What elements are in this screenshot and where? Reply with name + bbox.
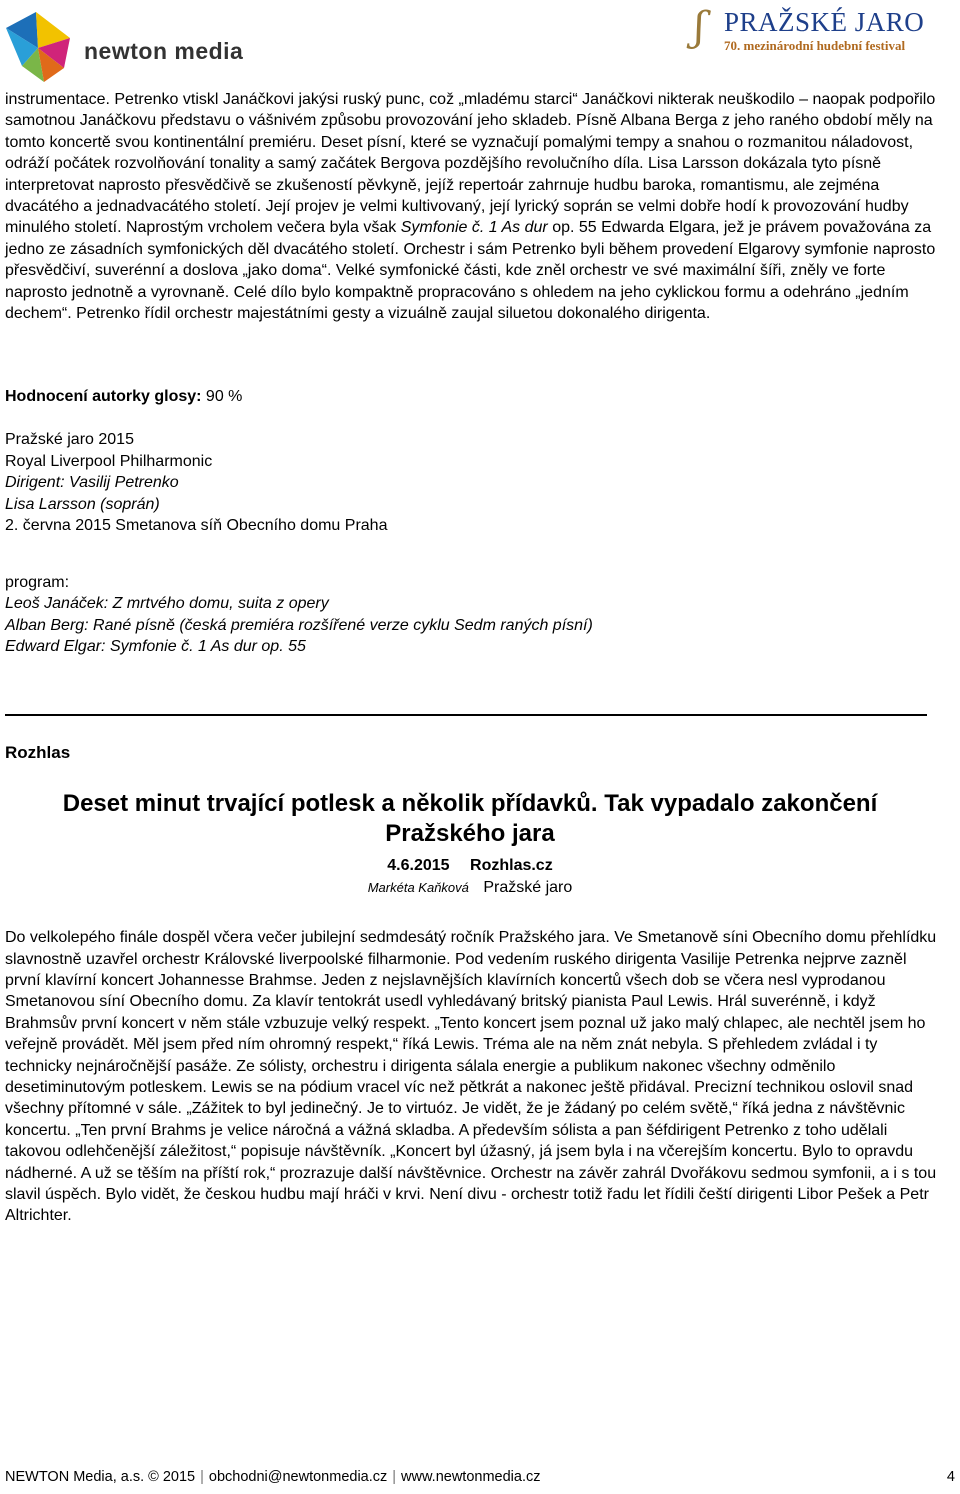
prazske-jaro-subtitle: 70. mezinárodní hudební festival	[724, 38, 906, 53]
concert-info	[5, 429, 955, 537]
article-source: Rozhlas.cz	[470, 857, 553, 875]
section-divider	[5, 714, 927, 716]
footer-web-link[interactable]: www.newtonmedia.cz	[401, 1469, 541, 1485]
article-dateline	[5, 857, 955, 875]
newton-media-logo	[4, 8, 244, 88]
document-content	[5, 89, 955, 1227]
article-headline: Deset minut trvající potlesk a několik přídavků. Tak vypadalo zakončení Pražského jara	[62, 790, 878, 848]
info-line: Royal Liverpool Philharmonic	[5, 452, 213, 470]
page-header	[0, 0, 960, 86]
rating-line	[5, 386, 955, 407]
rating-value: 90 %	[205, 388, 243, 406]
article-tag: Pražské jaro	[483, 879, 573, 897]
article-byline	[5, 879, 955, 897]
text-run-italic: Symfonie č. 1 As dur	[400, 219, 548, 237]
article-author: Markéta Kaňková	[367, 880, 469, 896]
info-line: Dirigent: Vasilij Petrenko	[5, 474, 179, 492]
page-number: 4	[946, 1469, 955, 1485]
section-title: Rozhlas	[5, 742, 71, 762]
prazske-jaro-title: PRAŽSKÉ JARO	[724, 7, 925, 37]
newton-media-wordmark: newton media	[84, 38, 244, 64]
program-item: Alban Berg: Rané písně (česká premiéra rozšířené verze cyklu Sedm raných písní)	[5, 616, 593, 634]
footer-company: NEWTON Media, a.s. © 2015	[5, 1469, 196, 1485]
footer-separator: |	[200, 1469, 204, 1485]
info-line: Lisa Larsson (soprán)	[5, 495, 160, 513]
program-label: program:	[5, 573, 70, 591]
program-item: Leoš Janáček: Z mrtvého domu, suita z opery	[5, 595, 329, 613]
text-run: instrumentace. Petrenko vtiskl Janáčkovi jakýsi ruský punc, což „mladému starci“ Janáčkovi nikterak neuškodilo – naopak podpořilo samotnou Janáčkovu představu o vášnivém způsobu provozování jeho skladeb. Písně Albana Berga z jeho raného období měly na tomto koncertě svou kontinentální premiéru. Deset písní, které se vyznačují pomalými tempy a snahou o rozmanitou náladovost, odráží počátek rozvolňování tonality a samý začátek Bergova pozdějšího revolučního díla. Lisa Larsson dokázala tyto písně interpretovat naprosto přesvědčivě se zkušeností pěvkyně, jejíž repertoár zahrnuje hudbu baroka, romantismu, ale zejména dvacátého a jednadvacátého století. Její projev je velmi kultivovaný, její lyrický soprán se velmi dobře hodí k provozování hudby minulého století. Naprostým vrcholem večera byla však	[5, 91, 936, 237]
footer-separator: |	[392, 1469, 397, 1485]
festival-f-icon: ʃ	[694, 4, 705, 50]
page-footer	[5, 1469, 955, 1485]
review-paragraph	[5, 89, 945, 324]
text-run: op. 55 Edwarda Elgara, jež je právem považována za jedno ze zásadních symfonických děl dvacátého století. Orchestr i sám Petrenko byli během provedení Elgarovy symfonie naprosto přesvědčiví, suverénní a doslova „jako doma“. Velké symfonické části, kde zněl orchestr ve své maximální šíři, zněly ve forte naprosto jednotně a vyrovnaně. Celé dílo bylo kompaktně propracováno s ohledem na jeho cyklickou formu a odehráno „jedním dechem“. Petrenko řídil orchestr majestátními gesty a vizuálně zaujal siluetou dokonalého dirigenta.	[5, 219, 936, 323]
program-list	[5, 572, 955, 658]
info-line: Pražské jaro 2015	[5, 431, 134, 449]
program-item: Edward Elgar: Symfonie č. 1 As dur op. 55	[5, 638, 306, 656]
article-date: 4.6.2015	[387, 857, 450, 875]
article-body: Do velkolepého finále dospěl včera večer jubilejní sedmdesátý ročník Pražského jara. Ve Smetanově síni Obecního domu přehlídku slavnostně uzavřel orchestr Královské liverpoolské filharmonie. Pod vedením ruského dirigenta Vasilije Petrenka nejprve zazněl první klavírní koncert Johannesse Brahmse. Jeden z nejslavnějších klavírních koncertů všech dob se včera nesl vyprodanou Smetanovou síní Obecního domu. Za klavír tentokrát usedl vyhledávaný britský pianista Paul Lewis. Hrál suverénně, i když Brahmsův první koncert v něm stále vzbuzuje velký respekt. „Tento koncert jsem poznal už jako malý chlapec, ale nechtěl jsem ho veřejně provádět. Měl jsem před ním ohromný respekt,“ říká Lewis. Tréma ale na něm znát nebyla. S přehledem zvládal i ty technicky nejnáročnější pasáže. Ze sólisty, orchestru i dirigenta sálala energie a publikum nakonec všechny odměnilo desetiminutovým potleskem. Lewis se na pódium vracel víc než pětkrát a nakonec ještě přidával. Precizní technikou oslovil snad všechny přítomné v sále. „Zážitek to byl jedinečný. Je to virtuóz. Je vidět, že je žádaný po celém světě,“ říká jedna z návštěvnic koncertu. „Ten první Brahms je velice náročná a vážná skladba. A především sólista a pan šéfdirigent Petrenko z toho udělali takovou odlehčenější záležitost,“ popisuje návštěvník. „Koncert byl úžasný, já jsem byla i na včerejším koncertu. Bylo to opravdu nádherné. A už se těším na příští rok,“ prozrazuje další návštěvnice. Orchestr na závěr zahrál Dvořákovu sedmou symfonii, a i s tou slavil úspěch. Bylo vidět, že českou hudbu mají hráči v krvi. Není divu - orchestr totiž řadu let řídili čeští dirigenti Libor Pešek a Petr Altrichter.	[5, 929, 937, 1225]
footer-email-link[interactable]: obchodni@newtonmedia.cz	[208, 1469, 388, 1485]
rating-label: Hodnocení autorky glosy:	[5, 388, 202, 406]
info-line: 2. června 2015 Smetanova síň Obecního domu Praha	[5, 517, 388, 535]
newton-media-logo-mark-icon	[4, 8, 80, 86]
prazske-jaro-logo	[690, 4, 956, 56]
